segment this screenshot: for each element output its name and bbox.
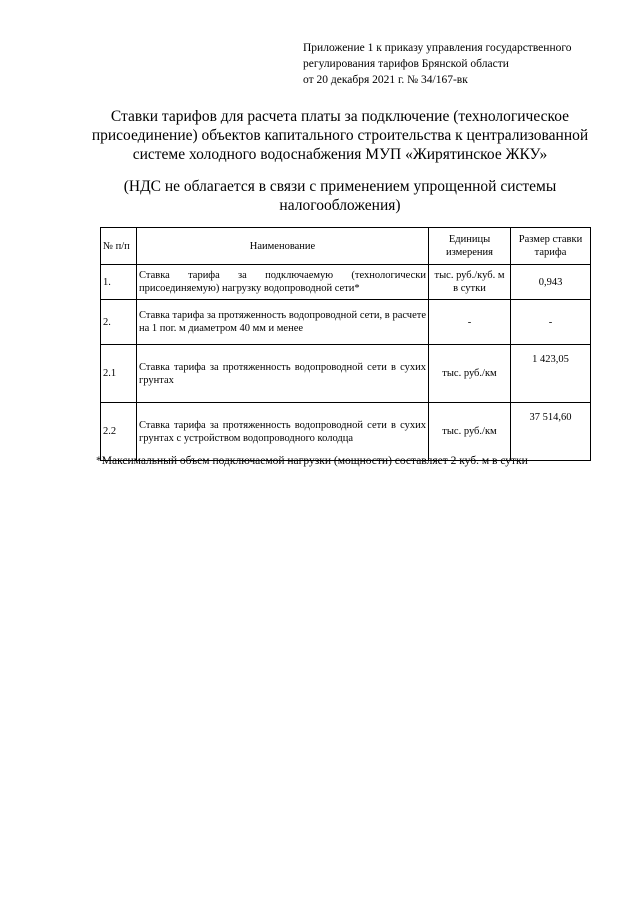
cell-value: 37 514,60 [511, 403, 591, 461]
cell-name: Ставка тарифа за протяженность водопроводной сети в сухих грунтах [137, 345, 429, 403]
cell-unit: тыс. руб./куб. м в сутки [429, 265, 511, 300]
tariff-table [100, 227, 591, 461]
table-header-row [101, 228, 591, 265]
cell-num: 1. [101, 265, 137, 300]
vat-note-line: налогообложения) [279, 197, 401, 214]
vat-note-line: (НДС не облагается в связи с применением упрощенной системы [123, 178, 557, 195]
title-line: системе холодного водоснабжения МУП «Жирятинское ЖКУ» [132, 146, 548, 163]
cell-unit: тыс. руб./км [429, 403, 511, 461]
cell-num: 2.1 [101, 345, 137, 403]
cell-value: 0,943 [511, 265, 591, 300]
title-line: присоединение) объектов капитального строительства к централизованной [91, 127, 589, 144]
cell-name: Ставка тарифа за протяженность водопроводной сети в сухих грунтах с устройством водопроводного колодца [137, 403, 429, 461]
header-name: Наименование [137, 228, 429, 265]
table-row [101, 345, 591, 403]
table-row [101, 300, 591, 345]
vat-note [80, 177, 600, 215]
appendix-line: регулирования тарифов Брянской области [303, 58, 509, 70]
title-line: Ставки тарифов для расчета платы за подключение (технологическое [110, 108, 570, 125]
cell-num: 2. [101, 300, 137, 345]
appendix-line: Приложение 1 к приказу управления государственного [303, 42, 572, 54]
table-row [101, 265, 591, 300]
appendix-reference [303, 40, 623, 88]
header-num: № п/п [101, 228, 137, 265]
cell-name: Ставка тарифа за подключаемую (технологически присоединяемую) нагрузку водопроводной сети* [137, 265, 429, 300]
cell-unit: тыс. руб./км [429, 345, 511, 403]
cell-value: - [511, 300, 591, 345]
cell-name: Ставка тарифа за протяженность водопроводной сети, в расчете на 1 пог. м диаметром 40 мм и менее [137, 300, 429, 345]
table-row [101, 403, 591, 461]
footnote: *Максимальный объем подключаемой нагрузки (мощности) составляет 2 куб. м в сутки [96, 455, 528, 467]
document-title [80, 107, 600, 164]
cell-num: 2.2 [101, 403, 137, 461]
appendix-line: от 20 декабря 2021 г. № 34/167-вк [303, 74, 468, 86]
cell-unit: - [429, 300, 511, 345]
cell-value: 1 423,05 [511, 345, 591, 403]
header-value: Размер ставки тарифа [511, 228, 591, 265]
header-unit: Единицы измерения [429, 228, 511, 265]
